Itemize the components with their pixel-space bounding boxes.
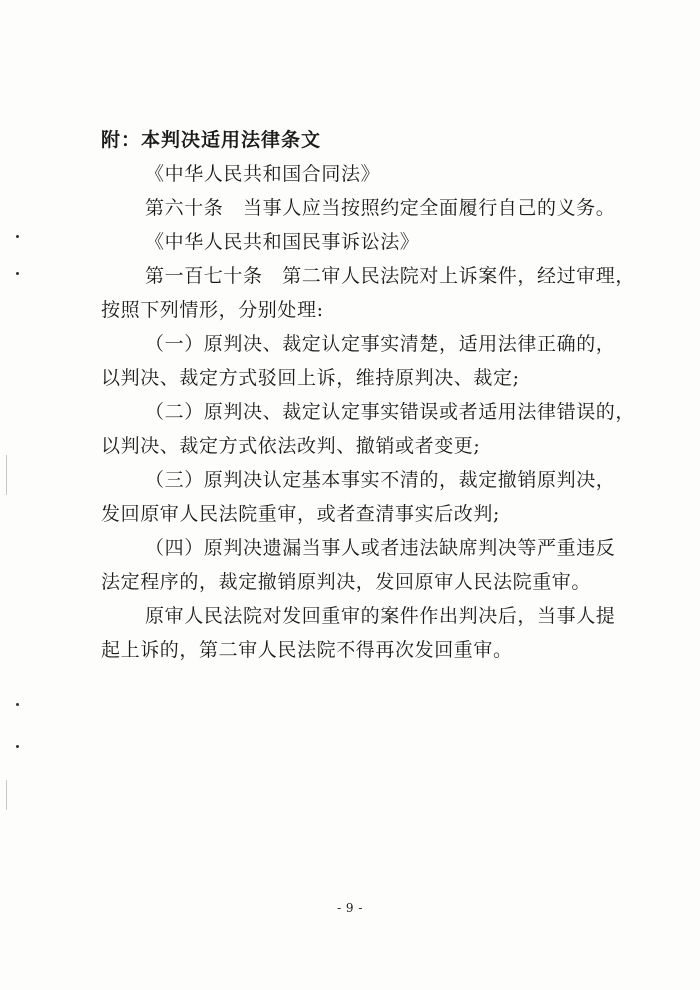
article-60: 第六十条 当事人应当按照约定全面履行自己的义务。: [145, 197, 616, 219]
final-paragraph-line-1: 原审人民法院对发回重审的案件作出判决后，当事人提: [145, 605, 616, 627]
clause-3-line-2: 发回原审人民法院重审，或者查清事实后改判;: [101, 503, 501, 525]
clause-3-line-1: （三）原判决认定基本事实不清的，裁定撤销原判决，: [145, 469, 616, 491]
clause-2-line-2: 以判决、裁定方式依法改判、撤销或者变更;: [101, 435, 481, 457]
binding-dot: [16, 745, 19, 748]
scan-speck: [6, 455, 7, 495]
appendix-heading: 附：本判决适用法律条文: [101, 129, 322, 151]
clause-1-line-1: （一）原判决、裁定认定事实清楚，适用法律正确的，: [145, 333, 616, 355]
article-170-line-2: 按照下列情形，分别处理:: [101, 299, 324, 321]
clause-4-line-2: 法定程序的，裁定撤销原判决，发回原审人民法院重审。: [101, 571, 592, 593]
page-number: - 9 -: [337, 901, 363, 915]
law-title-contract-law: 《中华人民共和国合同法》: [145, 163, 381, 185]
binding-dot: [16, 272, 19, 275]
binding-dot: [16, 235, 19, 238]
law-title-civil-procedure-law: 《中华人民共和国民事诉讼法》: [145, 231, 420, 253]
clause-1-line-2: 以判决、裁定方式驳回上诉，维持原判决、裁定;: [101, 367, 520, 389]
final-paragraph-line-2: 起上诉的，第二审人民法院不得再次发回重审。: [101, 639, 513, 661]
article-170-line-1: 第一百七十条 第二审人民法院对上诉案件，经过审理，: [145, 265, 636, 287]
clause-2-line-1: （二）原判决、裁定认定事实错误或者适用法律错误的，: [145, 401, 636, 423]
clause-4-line-1: （四）原判决遗漏当事人或者违法缺席判决等严重违反: [145, 537, 616, 559]
binding-dot: [16, 703, 19, 706]
scan-speck: [6, 780, 7, 810]
